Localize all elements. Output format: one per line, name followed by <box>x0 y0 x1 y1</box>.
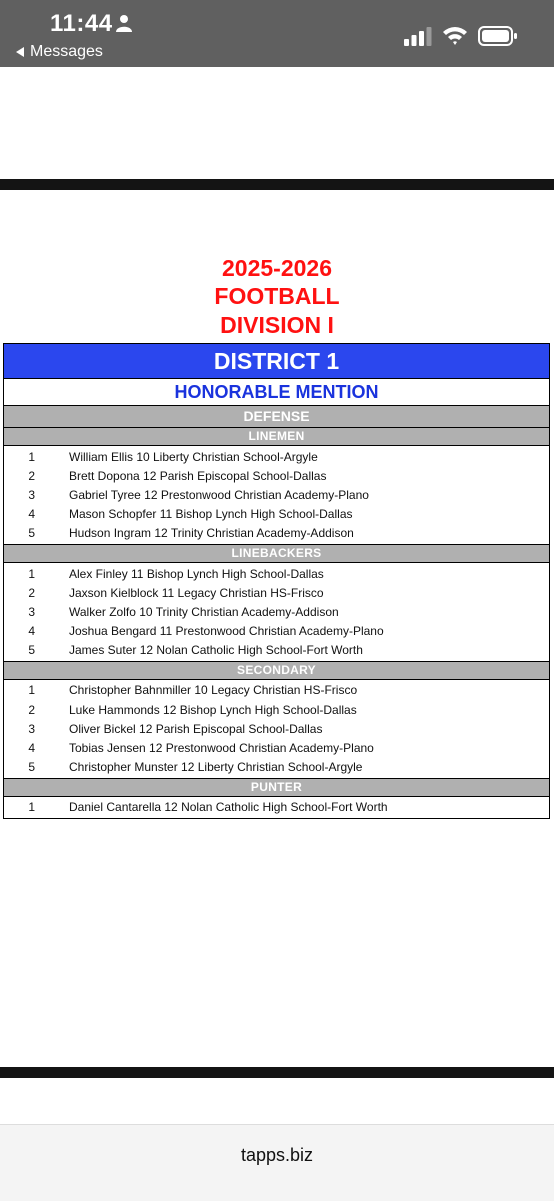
row-number: 2 <box>28 702 35 717</box>
top-divider <box>0 179 554 190</box>
section-header-secondary: SECONDARY <box>4 662 549 680</box>
defense-header: DEFENSE <box>4 406 549 428</box>
player-entry: Alex Finley 11 Bishop Lynch High School-Dallas <box>69 566 324 581</box>
url-text[interactable]: tapps.biz <box>240 1145 314 1165</box>
player-entry: William Ellis 10 Liberty Christian School-Argyle <box>69 449 318 464</box>
document-image <box>0 190 554 1067</box>
table-row <box>4 583 549 602</box>
back-to-messages-link[interactable] <box>16 43 103 61</box>
back-label: Messages <box>30 43 103 60</box>
table-row <box>4 681 549 700</box>
district-header: DISTRICT 1 <box>4 344 549 379</box>
table-row <box>4 641 549 660</box>
signal-icon <box>404 26 432 46</box>
title-division: DIVISION I <box>220 312 334 338</box>
player-entry: Hudson Ingram 12 Trinity Christian Academy-Addison <box>69 526 354 541</box>
back-arrow-icon <box>16 47 24 57</box>
section-header-linemen: LINEMEN <box>4 428 549 446</box>
section-rows-secondary <box>4 680 549 779</box>
section-header-linebackers: LINEBACKERS <box>4 545 549 563</box>
section-header-punter: PUNTER <box>4 779 549 797</box>
row-number: 3 <box>28 721 35 736</box>
player-entry: Gabriel Tyree 12 Prestonwood Christian Academy-Plano <box>69 487 369 502</box>
player-entry: Tobias Jensen 12 Prestonwood Christian Academy-Plano <box>69 741 374 756</box>
table-row <box>4 798 549 817</box>
status-time: 11:44 <box>50 10 113 37</box>
table-row <box>4 564 549 583</box>
row-number: 1 <box>28 449 35 464</box>
browser-address-bar[interactable] <box>0 1124 554 1201</box>
honors-table <box>3 343 550 819</box>
row-number: 5 <box>28 643 35 658</box>
player-entry: Daniel Cantarella 12 Nolan Catholic High School-Fort Worth <box>69 800 388 815</box>
row-number: 3 <box>28 487 35 502</box>
honorable-mention-header: HONORABLE MENTION <box>4 379 549 406</box>
row-number: 1 <box>28 800 35 815</box>
player-entry: Oliver Bickel 12 Parish Episcopal School-Dallas <box>69 721 323 736</box>
table-row <box>4 524 549 543</box>
row-number: 1 <box>28 683 35 698</box>
row-number: 4 <box>28 741 35 756</box>
row-number: 3 <box>28 604 35 619</box>
table-row <box>4 700 549 719</box>
row-number: 1 <box>28 566 35 581</box>
row-number: 4 <box>28 507 35 522</box>
player-entry: Jaxson Kielblock 11 Legacy Christian HS-Frisco <box>69 585 324 600</box>
section-rows-punter <box>4 797 549 818</box>
title-sport: FOOTBALL <box>214 283 340 309</box>
row-number: 2 <box>28 468 35 483</box>
table-row <box>4 466 549 485</box>
row-number: 4 <box>28 624 35 639</box>
player-entry: Luke Hammonds 12 Bishop Lynch High School-Dallas <box>69 702 357 717</box>
player-entry: Walker Zolfo 10 Trinity Christian Academy-Addison <box>69 604 339 619</box>
bottom-divider <box>0 1067 554 1078</box>
player-entry: Mason Schopfer 11 Bishop Lynch High School-Dallas <box>69 507 353 522</box>
section-rows-linebackers <box>4 563 549 662</box>
person-icon <box>115 14 133 32</box>
table-row <box>4 719 549 738</box>
section-rows-linemen <box>4 446 549 545</box>
player-entry: Brett Dopona 12 Parish Episcopal School-Dallas <box>69 468 327 483</box>
table-row <box>4 758 549 777</box>
title-season: 2025-2026 <box>222 255 332 281</box>
player-entry: Christopher Bahnmiller 10 Legacy Christian HS-Frisco <box>69 683 358 698</box>
table-row <box>4 622 549 641</box>
wifi-icon <box>442 24 468 46</box>
status-bar <box>0 0 554 67</box>
player-entry: James Suter 12 Nolan Catholic High School-Fort Worth <box>69 643 363 658</box>
player-entry: Joshua Bengard 11 Prestonwood Christian Academy-Plano <box>69 624 384 639</box>
row-number: 2 <box>28 585 35 600</box>
web-top-space <box>0 67 554 179</box>
table-row <box>4 485 549 504</box>
battery-icon <box>478 26 518 46</box>
row-number: 5 <box>28 526 35 541</box>
player-entry: Christopher Munster 12 Liberty Christian School-Argyle <box>69 760 363 775</box>
table-row <box>4 505 549 524</box>
table-row <box>4 602 549 621</box>
table-row <box>4 738 549 757</box>
row-number: 5 <box>28 760 35 775</box>
table-row <box>4 447 549 466</box>
